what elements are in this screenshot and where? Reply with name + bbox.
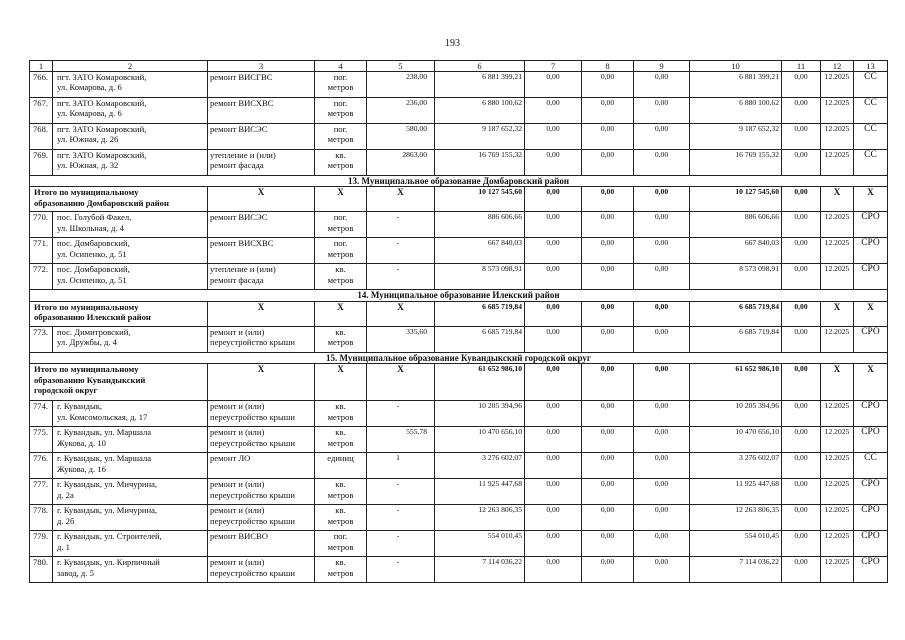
cost-value: 0,00 — [782, 98, 821, 124]
contract-method: СРО — [854, 505, 888, 531]
cost-value: 0,00 — [634, 150, 690, 176]
row-number: 775. — [30, 427, 53, 453]
quantity: - — [367, 264, 435, 290]
cost-value: 0,00 — [782, 326, 821, 352]
total-cost: 6 685 719,84 — [435, 326, 525, 352]
row-number: 777. — [30, 479, 53, 505]
completion-date: 12.2025 — [821, 326, 854, 352]
table-row — [30, 264, 888, 290]
unit: пог. метров — [315, 212, 367, 238]
work-type: ремонт ВИСЭС — [208, 124, 315, 150]
contract-method: СС — [854, 124, 888, 150]
unit: единиц — [315, 453, 367, 479]
subtotal-label: Итого по муниципальному образованию Домбаровский район — [30, 187, 208, 212]
address: пгт. ЗАТО Комаровский, ул. Южная, д. 26 — [53, 124, 208, 150]
work-type: утепление и (или) ремонт фасада — [208, 150, 315, 176]
column-number: 1 — [30, 61, 53, 72]
row-number: 767. — [30, 98, 53, 124]
table-row — [30, 427, 888, 453]
work-type: ремонт и (или) переустройство крыши — [208, 427, 315, 453]
table-row — [30, 124, 888, 150]
x-mark: X — [315, 187, 367, 212]
completion-date: 12.2025 — [821, 124, 854, 150]
cost-value: 0,00 — [525, 98, 582, 124]
section-header-row — [30, 176, 888, 187]
cost-value: 0,00 — [525, 301, 582, 326]
cost-value: 0,00 — [634, 326, 690, 352]
cost-value: 0,00 — [525, 557, 582, 583]
cost-value: 0,00 — [582, 301, 634, 326]
quantity: 1 — [367, 453, 435, 479]
x-mark: X — [208, 364, 315, 401]
cost-value: 0,00 — [782, 72, 821, 98]
cost-value: 0,00 — [525, 364, 582, 401]
page-number: 193 — [445, 38, 460, 49]
row-number: 771. — [30, 238, 53, 264]
quantity: - — [367, 479, 435, 505]
regional-fund-cost: 667 840,03 — [690, 238, 782, 264]
column-number: 4 — [315, 61, 367, 72]
unit: пог. метров — [315, 72, 367, 98]
table-row — [30, 505, 888, 531]
cost-value: 0,00 — [782, 427, 821, 453]
completion-date: 12.2025 — [821, 72, 854, 98]
completion-date: 12.2025 — [821, 531, 854, 557]
quantity: 335,60 — [367, 326, 435, 352]
contract-method: СРО — [854, 401, 888, 427]
table-row — [30, 212, 888, 238]
cost-value: 0,00 — [782, 479, 821, 505]
cost-value: 0,00 — [782, 557, 821, 583]
cost-value: 0,00 — [782, 505, 821, 531]
column-number: 9 — [634, 61, 690, 72]
address: г. Кувандык, ул. Мичурина, д. 2а — [53, 479, 208, 505]
regional-fund-cost: 6 685 719,84 — [690, 301, 782, 326]
cost-value: 0,00 — [782, 531, 821, 557]
unit: кв. метров — [315, 326, 367, 352]
row-number: 769. — [30, 150, 53, 176]
contract-method: СРО — [854, 212, 888, 238]
address: пос. Домбаровский, ул. Осипенко, д. 51 — [53, 238, 208, 264]
row-number: 766. — [30, 72, 53, 98]
total-cost: 6 881 399,21 — [435, 72, 525, 98]
total-cost: 554 010,45 — [435, 531, 525, 557]
completion-date: 12.2025 — [821, 479, 854, 505]
column-number: 13 — [854, 61, 888, 72]
cost-value: 0,00 — [634, 364, 690, 401]
section-title: 13. Муниципальное образование Домбаровский район — [30, 176, 888, 187]
total-cost: 10 470 656,10 — [435, 427, 525, 453]
row-number: 780. — [30, 557, 53, 583]
contract-method: СРО — [854, 326, 888, 352]
work-type: ремонт и (или) переустройство крыши — [208, 326, 315, 352]
column-number-row — [30, 61, 888, 72]
quantity: 236,00 — [367, 98, 435, 124]
cost-value: 0,00 — [582, 150, 634, 176]
total-cost: 16 769 155,32 — [435, 150, 525, 176]
completion-date: 12.2025 — [821, 212, 854, 238]
cost-value: 0,00 — [634, 124, 690, 150]
unit: кв. метров — [315, 505, 367, 531]
regional-fund-cost: 10 127 545,60 — [690, 187, 782, 212]
work-type: ремонт и (или) переустройство крыши — [208, 401, 315, 427]
table-row — [30, 98, 888, 124]
total-cost: 3 276 602,07 — [435, 453, 525, 479]
cost-value: 0,00 — [782, 453, 821, 479]
total-cost: 10 205 394,96 — [435, 401, 525, 427]
unit: пог. метров — [315, 98, 367, 124]
cost-value: 0,00 — [582, 124, 634, 150]
x-mark: X — [854, 301, 888, 326]
contract-method: СРО — [854, 479, 888, 505]
address: г. Кувандык, ул. Мичурина, д. 2б — [53, 505, 208, 531]
table-row — [30, 238, 888, 264]
cost-value: 0,00 — [525, 479, 582, 505]
regional-fund-cost: 554 010,45 — [690, 531, 782, 557]
cost-value: 0,00 — [634, 72, 690, 98]
address: пгт. ЗАТО Комаровский, ул. Южная, д. 32 — [53, 150, 208, 176]
x-mark: X — [821, 301, 854, 326]
x-mark: X — [315, 364, 367, 401]
row-number: 779. — [30, 531, 53, 557]
x-mark: X — [315, 301, 367, 326]
column-number: 12 — [821, 61, 854, 72]
total-cost: 7 114 036,22 — [435, 557, 525, 583]
cost-value: 0,00 — [634, 238, 690, 264]
cost-value: 0,00 — [582, 72, 634, 98]
cost-value: 0,00 — [525, 326, 582, 352]
cost-value: 0,00 — [782, 187, 821, 212]
column-number: 3 — [208, 61, 315, 72]
column-number: 7 — [525, 61, 582, 72]
cost-value: 0,00 — [634, 531, 690, 557]
subtotal-row — [30, 187, 888, 212]
subtotal-label: Итого по муниципальному образованию Илекский район — [30, 301, 208, 326]
cost-value: 0,00 — [782, 301, 821, 326]
unit: кв. метров — [315, 150, 367, 176]
subtotal-row — [30, 364, 888, 401]
address: пос. Голубой Факел, ул. Школьная, д. 4 — [53, 212, 208, 238]
completion-date: 12.2025 — [821, 505, 854, 531]
cost-value: 0,00 — [782, 150, 821, 176]
row-number: 773. — [30, 326, 53, 352]
row-number: 774. — [30, 401, 53, 427]
total-cost: 10 127 545,60 — [435, 187, 525, 212]
cost-value: 0,00 — [634, 401, 690, 427]
table-row — [30, 453, 888, 479]
total-cost: 9 187 652,32 — [435, 124, 525, 150]
regional-fund-cost: 6 881 399,21 — [690, 72, 782, 98]
quantity: - — [367, 212, 435, 238]
work-type: утепление и (или) ремонт фасада — [208, 264, 315, 290]
cost-value: 0,00 — [634, 264, 690, 290]
contract-method: СС — [854, 72, 888, 98]
section-title: 15. Муниципальное образование Кувандыкский городской округ — [30, 352, 888, 363]
subtotal-row — [30, 301, 888, 326]
cost-value: 0,00 — [582, 264, 634, 290]
work-type: ремонт ВИСЭС — [208, 212, 315, 238]
row-number: 776. — [30, 453, 53, 479]
row-number: 770. — [30, 212, 53, 238]
address: пгт. ЗАТО Комаровский, ул. Комарова, д. 6 — [53, 98, 208, 124]
column-number: 5 — [367, 61, 435, 72]
column-number: 6 — [435, 61, 525, 72]
quantity: 238,00 — [367, 72, 435, 98]
total-cost: 667 840,03 — [435, 238, 525, 264]
regional-fund-cost: 16 769 155,32 — [690, 150, 782, 176]
contract-method: СРО — [854, 427, 888, 453]
address: г. Кувандык, ул. Кирпичный завод, д. 5 — [53, 557, 208, 583]
cost-value: 0,00 — [582, 557, 634, 583]
x-mark: X — [821, 364, 854, 401]
regional-fund-cost: 7 114 036,22 — [690, 557, 782, 583]
cost-value: 0,00 — [582, 427, 634, 453]
cost-value: 0,00 — [525, 187, 582, 212]
cost-value: 0,00 — [525, 72, 582, 98]
table-row — [30, 326, 888, 352]
regional-fund-cost: 3 276 602,07 — [690, 453, 782, 479]
regional-fund-cost: 12 263 806,35 — [690, 505, 782, 531]
cost-value: 0,00 — [634, 212, 690, 238]
x-mark: X — [854, 364, 888, 401]
x-mark: X — [854, 187, 888, 212]
quantity: - — [367, 238, 435, 264]
completion-date: 12.2025 — [821, 427, 854, 453]
cost-value: 0,00 — [582, 531, 634, 557]
total-cost: 886 606,66 — [435, 212, 525, 238]
x-mark: X — [208, 301, 315, 326]
regional-fund-cost: 9 187 652,32 — [690, 124, 782, 150]
cost-value: 0,00 — [582, 238, 634, 264]
quantity: - — [367, 531, 435, 557]
x-mark: X — [367, 301, 435, 326]
cost-value: 0,00 — [782, 124, 821, 150]
regional-fund-cost: 6 880 100,62 — [690, 98, 782, 124]
cost-value: 0,00 — [582, 364, 634, 401]
total-cost: 6 685 719,84 — [435, 301, 525, 326]
completion-date: 12.2025 — [821, 557, 854, 583]
unit: кв. метров — [315, 557, 367, 583]
cost-value: 0,00 — [582, 505, 634, 531]
address: г. Кувандык, ул. Маршала Жукова, д. 10 — [53, 427, 208, 453]
cost-value: 0,00 — [782, 364, 821, 401]
unit: кв. метров — [315, 264, 367, 290]
row-number: 768. — [30, 124, 53, 150]
cost-value: 0,00 — [525, 238, 582, 264]
column-number: 8 — [582, 61, 634, 72]
work-type: ремонт ВИСХВС — [208, 98, 315, 124]
column-number: 11 — [782, 61, 821, 72]
address: пос. Димитровский, ул. Дружбы, д. 4 — [53, 326, 208, 352]
contract-method: СРО — [854, 238, 888, 264]
unit: кв. метров — [315, 479, 367, 505]
column-number: 10 — [690, 61, 782, 72]
section-header-row — [30, 290, 888, 301]
row-number: 772. — [30, 264, 53, 290]
cost-value: 0,00 — [525, 531, 582, 557]
cost-value: 0,00 — [582, 98, 634, 124]
regional-fund-cost: 10 205 394,96 — [690, 401, 782, 427]
contract-method: СС — [854, 98, 888, 124]
contract-method: СС — [854, 150, 888, 176]
unit: кв. метров — [315, 401, 367, 427]
quantity: 580,00 — [367, 124, 435, 150]
completion-date: 12.2025 — [821, 401, 854, 427]
address: г. Кувандык, ул. Маршала Жукова, д. 16 — [53, 453, 208, 479]
contract-method: СРО — [854, 264, 888, 290]
quantity: - — [367, 505, 435, 531]
cost-value: 0,00 — [525, 427, 582, 453]
completion-date: 12.2025 — [821, 264, 854, 290]
cost-value: 0,00 — [634, 187, 690, 212]
cost-value: 0,00 — [525, 212, 582, 238]
section-title: 14. Муниципальное образование Илекский район — [30, 290, 888, 301]
cost-value: 0,00 — [634, 453, 690, 479]
work-type: ремонт ВИСВО — [208, 531, 315, 557]
table-row — [30, 557, 888, 583]
x-mark: X — [367, 364, 435, 401]
cost-value: 0,00 — [582, 326, 634, 352]
cost-value: 0,00 — [782, 264, 821, 290]
x-mark: X — [208, 187, 315, 212]
total-cost: 8 573 098,91 — [435, 264, 525, 290]
unit: пог. метров — [315, 531, 367, 557]
x-mark: X — [367, 187, 435, 212]
work-type: ремонт и (или) переустройство крыши — [208, 557, 315, 583]
regional-fund-cost: 886 606,66 — [690, 212, 782, 238]
total-cost: 6 880 100,62 — [435, 98, 525, 124]
cost-value: 0,00 — [582, 479, 634, 505]
work-type: ремонт ВИСГВС — [208, 72, 315, 98]
completion-date: 12.2025 — [821, 150, 854, 176]
contract-method: СС — [854, 453, 888, 479]
quantity: 2863,00 — [367, 150, 435, 176]
table-row — [30, 531, 888, 557]
address: г. Кувандык, ул. Комсомольская, д. 17 — [53, 401, 208, 427]
cost-value: 0,00 — [634, 505, 690, 531]
completion-date: 12.2025 — [821, 238, 854, 264]
cost-value: 0,00 — [634, 479, 690, 505]
cost-value: 0,00 — [634, 98, 690, 124]
regional-fund-cost: 11 925 447,68 — [690, 479, 782, 505]
cost-value: 0,00 — [525, 264, 582, 290]
contract-method: СРО — [854, 557, 888, 583]
quantity: - — [367, 401, 435, 427]
regional-fund-cost: 6 685 719,84 — [690, 326, 782, 352]
total-cost: 61 652 986,10 — [435, 364, 525, 401]
cost-value: 0,00 — [525, 150, 582, 176]
cost-value: 0,00 — [782, 238, 821, 264]
cost-value: 0,00 — [525, 453, 582, 479]
quantity: - — [367, 557, 435, 583]
unit: кв. метров — [315, 427, 367, 453]
address: пос. Домбаровский, ул. Осипенко, д. 51 — [53, 264, 208, 290]
unit: пог. метров — [315, 124, 367, 150]
cost-value: 0,00 — [634, 557, 690, 583]
cost-value: 0,00 — [634, 301, 690, 326]
contract-method: СРО — [854, 531, 888, 557]
cost-value: 0,00 — [582, 453, 634, 479]
quantity: 555,78 — [367, 427, 435, 453]
cost-value: 0,00 — [582, 187, 634, 212]
table-row — [30, 72, 888, 98]
table-row — [30, 150, 888, 176]
work-type: ремонт и (или) переустройство крыши — [208, 479, 315, 505]
cost-value: 0,00 — [634, 427, 690, 453]
cost-value: 0,00 — [782, 212, 821, 238]
work-type: ремонт и (или) переустройство крыши — [208, 505, 315, 531]
cost-value: 0,00 — [782, 401, 821, 427]
cost-value: 0,00 — [582, 212, 634, 238]
unit: пог. метров — [315, 238, 367, 264]
table-row — [30, 401, 888, 427]
table-row — [30, 479, 888, 505]
work-type: ремонт ЛО — [208, 453, 315, 479]
work-type: ремонт ВИСХВС — [208, 238, 315, 264]
column-number: 2 — [53, 61, 208, 72]
cost-value: 0,00 — [582, 401, 634, 427]
repair-program-table — [29, 60, 888, 583]
completion-date: 12.2025 — [821, 98, 854, 124]
address: пгт. ЗАТО Комаровский, ул. Комарова, д. 6 — [53, 72, 208, 98]
subtotal-label: Итого по муниципальному образованию Кувандыкский городской округ — [30, 364, 208, 401]
completion-date: 12.2025 — [821, 453, 854, 479]
total-cost: 11 925 447,68 — [435, 479, 525, 505]
regional-fund-cost: 61 652 986,10 — [690, 364, 782, 401]
cost-value: 0,00 — [525, 505, 582, 531]
section-header-row — [30, 352, 888, 363]
total-cost: 12 263 806,35 — [435, 505, 525, 531]
cost-value: 0,00 — [525, 124, 582, 150]
address: г. Кувандык, ул. Строителей, д. 1 — [53, 531, 208, 557]
cost-value: 0,00 — [525, 401, 582, 427]
row-number: 778. — [30, 505, 53, 531]
x-mark: X — [821, 187, 854, 212]
table-body — [30, 61, 888, 583]
regional-fund-cost: 8 573 098,91 — [690, 264, 782, 290]
regional-fund-cost: 10 470 656,10 — [690, 427, 782, 453]
